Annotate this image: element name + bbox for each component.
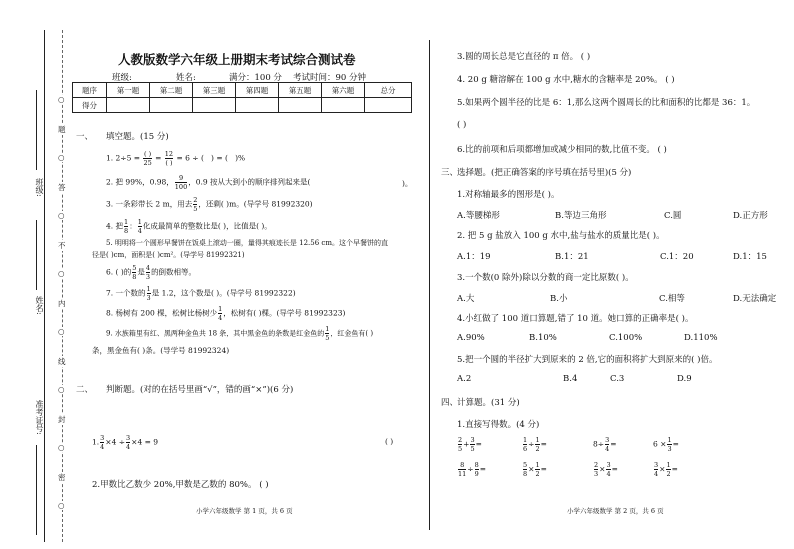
choice-2: 2. 把 5 g 盐放入 100 g 水中,盐与盐水的质量比是( )。	[457, 231, 665, 241]
seal-char: 题	[58, 125, 66, 134]
choice-1-option-a[interactable]: A.等腰梯形	[457, 211, 500, 221]
calc-item: $\frac{2}{3}$ × $\frac{3}{4}$ =	[594, 461, 618, 478]
score-cell[interactable]	[107, 98, 150, 113]
choice-5-option-a[interactable]: A.2	[457, 374, 472, 384]
section-3-title: 选择题。(把正确答案的序号填在括号里)(5 分)	[457, 168, 632, 178]
binding-seal-line	[62, 30, 63, 542]
choice-4-option-b[interactable]: B.10%	[529, 333, 557, 343]
calc-item: $\frac{3}{4}$ × $\frac{1}{2}$ =	[654, 461, 678, 478]
score-cell[interactable]	[279, 98, 322, 113]
seal-char: ○	[58, 327, 65, 336]
choice-1: 1.对称轴最多的图形是( )。	[457, 190, 560, 200]
score-cell[interactable]	[236, 98, 279, 113]
section-1-title: 填空题。(15 分)	[106, 132, 169, 142]
class-field[interactable]: 班级:	[112, 73, 132, 83]
score-cell[interactable]	[365, 98, 412, 113]
choice-2-option-a[interactable]: A.1：19	[457, 252, 491, 262]
choice-1-option-b[interactable]: B.等边三角形	[555, 211, 607, 221]
choice-2-option-b[interactable]: B.1：21	[555, 252, 589, 262]
footer-page-2: 小学六年级数学 第 2 页，共 6 页	[567, 507, 664, 515]
calc-item: 6 × $\frac{1}{3}$ =	[653, 436, 679, 453]
seal-char: ○	[58, 443, 65, 452]
full-score: 满分：100 分	[229, 73, 282, 83]
question-5-line2: 径是( )cm，面积是( )cm²。(导学号 81992321)	[92, 251, 245, 259]
seal-char: ○	[58, 269, 65, 278]
seal-char: 不	[58, 241, 66, 250]
seal-char: 内	[58, 299, 66, 308]
binding-border-outer	[44, 30, 45, 542]
choice-3-option-b[interactable]: B.小	[550, 294, 568, 304]
score-header-cell: 第一题	[107, 83, 150, 98]
score-cell[interactable]	[193, 98, 236, 113]
question-5-line1: 5. 明明将一个圆形早餐饼在饭桌上滚动一圈，量得其痕迹长是 12.56 cm。这个早餐饼的直	[106, 239, 388, 247]
choice-1-option-c[interactable]: C.圆	[664, 211, 682, 221]
seal-char: 密	[58, 473, 66, 482]
score-header-cell: 第三题	[193, 83, 236, 98]
calc-item: $\frac{5}{8}$ × $\frac{1}{2}$ =	[523, 461, 547, 478]
name-field[interactable]: 姓名:	[176, 73, 196, 83]
section-1-number: 一、	[76, 132, 94, 142]
judgement-5-answer[interactable]: ( )	[457, 120, 467, 130]
judgement-1: 1. $\frac{3}{4}$ ×4 ÷ $\frac{3}{4}$ ×4 = 9	[92, 434, 159, 451]
seal-char: ○	[58, 95, 65, 104]
score-header-cell: 总分	[365, 83, 412, 98]
score-header-cell: 第四题	[236, 83, 279, 98]
score-table	[72, 82, 412, 113]
choice-4-option-a[interactable]: A.90%	[457, 333, 485, 343]
calc-item: $\frac{8}{11}$ ÷ $\frac{8}{9}$ =	[458, 461, 487, 478]
section-4-title: 计算题。(31 分)	[457, 398, 520, 408]
seal-char: ○	[58, 211, 65, 220]
score-header-cell: 题序	[73, 83, 107, 98]
seal-char: ○	[58, 501, 65, 510]
question-9-line2: 条，黑金鱼有( )条。(导学号 81992324)	[92, 346, 230, 355]
choice-3-option-d[interactable]: D.无法确定	[733, 294, 777, 304]
seal-char: 封	[58, 415, 66, 424]
question-9-line1: 9. 水族箱里有红、黑两种金鱼共 18 条，其中黑金鱼的条数是红金鱼的 $\frac{1}{5}$ ，红金鱼有( )	[106, 325, 374, 342]
calc-item: $\frac{2}{5}$ + $\frac{3}{5}$ =	[458, 436, 482, 453]
margin-class-label: 班级:	[35, 178, 44, 197]
question-6: 6. ( )的 $\frac{5}{8}$ 是 $\frac{4}{3}$ 的倒数相等。	[106, 264, 197, 281]
calc-subsection-1: 1.直接写得数。(4 分)	[457, 420, 540, 430]
score-header-cell: 第五题	[279, 83, 322, 98]
question-2-close: )。	[402, 179, 413, 188]
score-row-label: 得分	[73, 98, 107, 113]
choice-5-option-c[interactable]: C.3	[610, 374, 625, 384]
judgement-2: 2.甲数比乙数少 20%,甲数是乙数的 80%。 ( )	[92, 480, 269, 490]
seal-char: 答	[58, 183, 66, 192]
question-1: 1. 2÷5 = $\frac{( )}{25}$ = $\frac{12}{( )}$ = 6 ÷ ( ) = ( )%	[106, 150, 246, 167]
choice-2-option-c[interactable]: C.1：20	[660, 252, 694, 262]
choice-1-option-d[interactable]: D.正方形	[733, 211, 768, 221]
calc-item: 8÷ $\frac{3}{4}$ =	[593, 436, 617, 453]
choice-3-option-a[interactable]: A.大	[457, 294, 475, 304]
choice-4-option-d[interactable]: D.110%	[684, 333, 718, 343]
section-2-number: 二、	[76, 385, 94, 395]
question-4: 4. 把 $\frac{1}{8}$ ： $\frac{1}{4}$ 化成最简单的整数比是( )，比值是( )。	[106, 218, 272, 235]
choice-3-option-c[interactable]: C.相等	[659, 294, 685, 304]
score-cell[interactable]	[322, 98, 365, 113]
score-header-cell: 第六题	[322, 83, 365, 98]
margin-name-line	[36, 220, 37, 290]
section-4-number: 四、	[441, 398, 459, 408]
margin-exam-no-label: 准考证号:	[35, 400, 44, 435]
question-8: 8. 杨树有 200 棵，松树比杨树少 $\frac{1}{4}$ ，松树有( )棵。(导学号 81992323)	[106, 305, 346, 322]
seal-char: 线	[58, 357, 66, 366]
seal-char: ○	[58, 153, 65, 162]
margin-name-label: 姓名:	[35, 296, 44, 315]
margin-exam-line	[36, 445, 37, 535]
exam-time: 考试时间：90 分钟	[293, 73, 367, 83]
footer-page-1: 小学六年级数学 第 1 页，共 6 页	[196, 507, 293, 515]
section-2-title: 判断题。(对的在括号里画“√”，错的画“×”)(6 分)	[106, 385, 294, 395]
judgement-6: 6.比的前项和后项都增加或减少相同的数,比值不变。 ( )	[457, 145, 667, 155]
page-divider	[429, 40, 430, 530]
choice-2-option-d[interactable]: D.1：15	[733, 252, 767, 262]
choice-4: 4.小红做了 100 道口算题,错了 10 道。她口算的正确率是( )。	[457, 314, 694, 324]
score-table-header	[73, 83, 412, 98]
choice-5-option-b[interactable]: B.4	[563, 374, 578, 384]
judgement-3: 3.圆的周长总是它直径的 π 倍。 ( )	[457, 52, 591, 62]
calc-item: $\frac{1}{6}$ ÷ $\frac{1}{2}$ =	[523, 436, 547, 453]
score-cell[interactable]	[150, 98, 193, 113]
choice-5: 5.把一个圆的半径扩大到原来的 2 倍,它的面积将扩大到原来的( )倍。	[457, 355, 718, 365]
margin-class-line	[36, 90, 37, 170]
score-header-cell: 第二题	[150, 83, 193, 98]
question-3: 3. 一条彩带长 2 m，用去 $\frac{2}{5}$ ，还剩( )m。(导学号 81992320)	[106, 196, 313, 213]
judgement-5-line1: 5.如果两个圆半径的比是 6：1,那么这两个圆周长的比和面积的比都是 36：1。	[457, 98, 756, 108]
question-2: 2. 把 99%，0.98， $\frac{9}{100}$ ，0.9 按从大到小的顺序排列起来是(	[106, 174, 311, 191]
choice-4-option-c[interactable]: C.100%	[609, 333, 643, 343]
judgement-4: 4. 20 g 糖溶解在 100 g 水中,糖水的含糖率是 20%。 ( )	[457, 75, 675, 85]
question-7: 7. 一个数的 $\frac{1}{3}$ 是 1.2，这个数是( )。(导学号 81992322)	[106, 285, 296, 302]
choice-5-option-d[interactable]: D.9	[677, 374, 692, 384]
judgement-1-answer[interactable]: ( )	[385, 437, 394, 446]
score-table-row	[73, 98, 412, 113]
section-3-number: 三、	[441, 168, 459, 178]
choice-3: 3.一个数(0 除外)除以分数的商一定比原数( )。	[457, 273, 634, 283]
exam-title: 人教版数学六年级上册期末考试综合测试卷	[118, 52, 356, 67]
seal-char: ○	[58, 385, 65, 394]
